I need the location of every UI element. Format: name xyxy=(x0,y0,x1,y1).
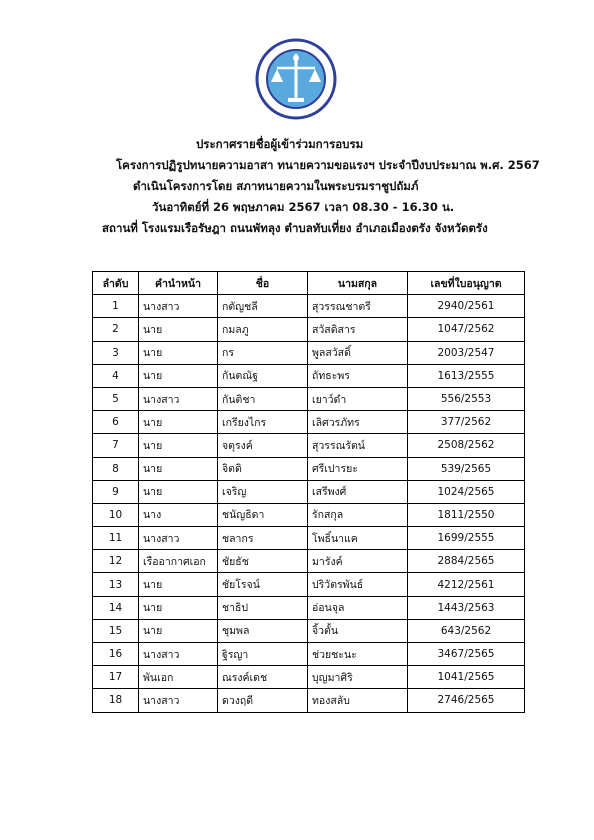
cell-license: 3467/2565 xyxy=(408,643,525,666)
scales-of-justice-icon xyxy=(255,38,337,120)
cell-title: นางสาว xyxy=(139,295,218,318)
cell-last-name: เยาว์ดำ xyxy=(308,387,408,410)
cell-number: 5 xyxy=(93,387,139,410)
organizer-line: ดำเนินโครงการโดย สภาทนายความในพระบรมราชูปถัมภ์ xyxy=(133,179,419,193)
cell-last-name: ช่วยชะนะ xyxy=(308,643,408,666)
cell-last-name: บุญมาศิริ xyxy=(308,666,408,689)
cell-last-name: เสรีพงศ์ xyxy=(308,480,408,503)
cell-license: 2508/2562 xyxy=(408,434,525,457)
cell-last-name: จิ้วตั้น xyxy=(308,619,408,642)
cell-first-name: กันติชา xyxy=(218,387,308,410)
table-row xyxy=(93,318,525,341)
cell-number: 15 xyxy=(93,619,139,642)
cell-number: 17 xyxy=(93,666,139,689)
column-header-license: เลขที่ใบอนุญาต xyxy=(408,272,525,295)
table-row xyxy=(93,666,525,689)
column-header-title: คำนำหน้า xyxy=(139,272,218,295)
cell-first-name: ชุมพล xyxy=(218,619,308,642)
cell-license: 1699/2555 xyxy=(408,527,525,550)
cell-first-name: เจริญ xyxy=(218,480,308,503)
cell-first-name: ชัยโรจน์ xyxy=(218,573,308,596)
table-row xyxy=(93,643,525,666)
cell-title: นาย xyxy=(139,341,218,364)
cell-first-name: ดวงฤดี xyxy=(218,689,308,712)
cell-last-name: โพธิ์นาแค xyxy=(308,527,408,550)
cell-last-name: ปริวัตรพันธ์ xyxy=(308,573,408,596)
table-row xyxy=(93,341,525,364)
cell-number: 13 xyxy=(93,573,139,596)
cell-title: นาย xyxy=(139,480,218,503)
cell-license: 1024/2565 xyxy=(408,480,525,503)
cell-first-name: ชาธิป xyxy=(218,596,308,619)
cell-first-name: ชนัญธิดา xyxy=(218,503,308,526)
cell-first-name: จตุรงค์ xyxy=(218,434,308,457)
cell-title: นางสาว xyxy=(139,527,218,550)
table-row xyxy=(93,596,525,619)
column-header-first-name: ชื่อ xyxy=(218,272,308,295)
project-line: โครงการปฏิรูปทนายความอาสา ทนายความขอแรงฯ ประจำปีงบประมาณ พ.ศ. 2567 xyxy=(116,158,540,172)
cell-first-name: จิตติ xyxy=(218,457,308,480)
table-row xyxy=(93,619,525,642)
cell-title: นาย xyxy=(139,596,218,619)
cell-first-name: กันตณัฐ xyxy=(218,364,308,387)
column-header-last-name: นามสกุล xyxy=(308,272,408,295)
cell-license: 539/2565 xyxy=(408,457,525,480)
cell-title: นางสาว xyxy=(139,387,218,410)
cell-title: นาย xyxy=(139,573,218,596)
participant-table xyxy=(92,271,525,713)
cell-license: 4212/2561 xyxy=(408,573,525,596)
table-row xyxy=(93,387,525,410)
cell-license: 1041/2565 xyxy=(408,666,525,689)
cell-number: 3 xyxy=(93,341,139,364)
table-row xyxy=(93,295,525,318)
column-header-number: ลำดับ xyxy=(93,272,139,295)
cell-number: 2 xyxy=(93,318,139,341)
cell-license: 1047/2562 xyxy=(408,318,525,341)
table-row xyxy=(93,364,525,387)
cell-title: นาย xyxy=(139,364,218,387)
cell-license: 1613/2555 xyxy=(408,364,525,387)
cell-last-name: เลิศวรภัทร xyxy=(308,411,408,434)
lawyers-council-logo xyxy=(255,38,337,120)
table-row xyxy=(93,480,525,503)
cell-first-name: ณรงค์เดช xyxy=(218,666,308,689)
cell-first-name: ชลากร xyxy=(218,527,308,550)
table-row xyxy=(93,503,525,526)
cell-license: 2003/2547 xyxy=(408,341,525,364)
cell-license: 1443/2563 xyxy=(408,596,525,619)
cell-number: 6 xyxy=(93,411,139,434)
cell-last-name: พูลสวัสดิ์ xyxy=(308,341,408,364)
cell-title: พันเอก xyxy=(139,666,218,689)
cell-title: นาย xyxy=(139,318,218,341)
table-row xyxy=(93,527,525,550)
cell-last-name: ศรีเปารยะ xyxy=(308,457,408,480)
cell-number: 16 xyxy=(93,643,139,666)
cell-number: 4 xyxy=(93,364,139,387)
venue-line: สถานที่ โรงแรมเรือรัษฎา ถนนพัทลุง ตำบลทับเที่ยง อำเภอเมืองตรัง จังหวัดตรัง xyxy=(102,221,488,235)
cell-title: นาย xyxy=(139,411,218,434)
cell-first-name: ชัยธัช xyxy=(218,550,308,573)
cell-last-name: มารังค์ xyxy=(308,550,408,573)
cell-license: 377/2562 xyxy=(408,411,525,434)
cell-number: 11 xyxy=(93,527,139,550)
table-row xyxy=(93,434,525,457)
cell-title: เรืออากาศเอก xyxy=(139,550,218,573)
cell-last-name: สุวรรณชาตรี xyxy=(308,295,408,318)
cell-title: นาย xyxy=(139,457,218,480)
cell-license: 556/2553 xyxy=(408,387,525,410)
cell-last-name: รักสกุล xyxy=(308,503,408,526)
cell-title: นางสาว xyxy=(139,689,218,712)
cell-first-name: กมลภู xyxy=(218,318,308,341)
table-row xyxy=(93,689,525,712)
cell-number: 14 xyxy=(93,596,139,619)
cell-first-name: ฐิรญา xyxy=(218,643,308,666)
cell-first-name: กตัญชลี xyxy=(218,295,308,318)
cell-number: 7 xyxy=(93,434,139,457)
cell-license: 2746/2565 xyxy=(408,689,525,712)
cell-first-name: เกรียงไกร xyxy=(218,411,308,434)
cell-first-name: กร xyxy=(218,341,308,364)
cell-last-name: ทองสลับ xyxy=(308,689,408,712)
table-row xyxy=(93,550,525,573)
table-row xyxy=(93,457,525,480)
cell-last-name: สวัสดิสาร xyxy=(308,318,408,341)
cell-title: นางสาว xyxy=(139,643,218,666)
cell-title: นาย xyxy=(139,619,218,642)
cell-license: 1811/2550 xyxy=(408,503,525,526)
table-row xyxy=(93,573,525,596)
title-line: ประกาศรายชื่อผู้เข้าร่วมการอบรม xyxy=(196,137,364,151)
cell-title: นาย xyxy=(139,434,218,457)
cell-number: 1 xyxy=(93,295,139,318)
table-header-row xyxy=(93,272,525,295)
cell-license: 643/2562 xyxy=(408,619,525,642)
cell-last-name: ถัทธะพร xyxy=(308,364,408,387)
cell-last-name: อ่อนจุล xyxy=(308,596,408,619)
cell-title: นาง xyxy=(139,503,218,526)
table-row xyxy=(93,411,525,434)
cell-number: 9 xyxy=(93,480,139,503)
cell-number: 18 xyxy=(93,689,139,712)
cell-license: 2940/2561 xyxy=(408,295,525,318)
cell-license: 2884/2565 xyxy=(408,550,525,573)
cell-last-name: สุวรรณรัตน์ xyxy=(308,434,408,457)
cell-number: 12 xyxy=(93,550,139,573)
cell-number: 8 xyxy=(93,457,139,480)
cell-number: 10 xyxy=(93,503,139,526)
date-time-line: วันอาทิตย์ที่ 26 พฤษภาคม 2567 เวลา 08.30 - 16.30 น. xyxy=(152,200,455,214)
